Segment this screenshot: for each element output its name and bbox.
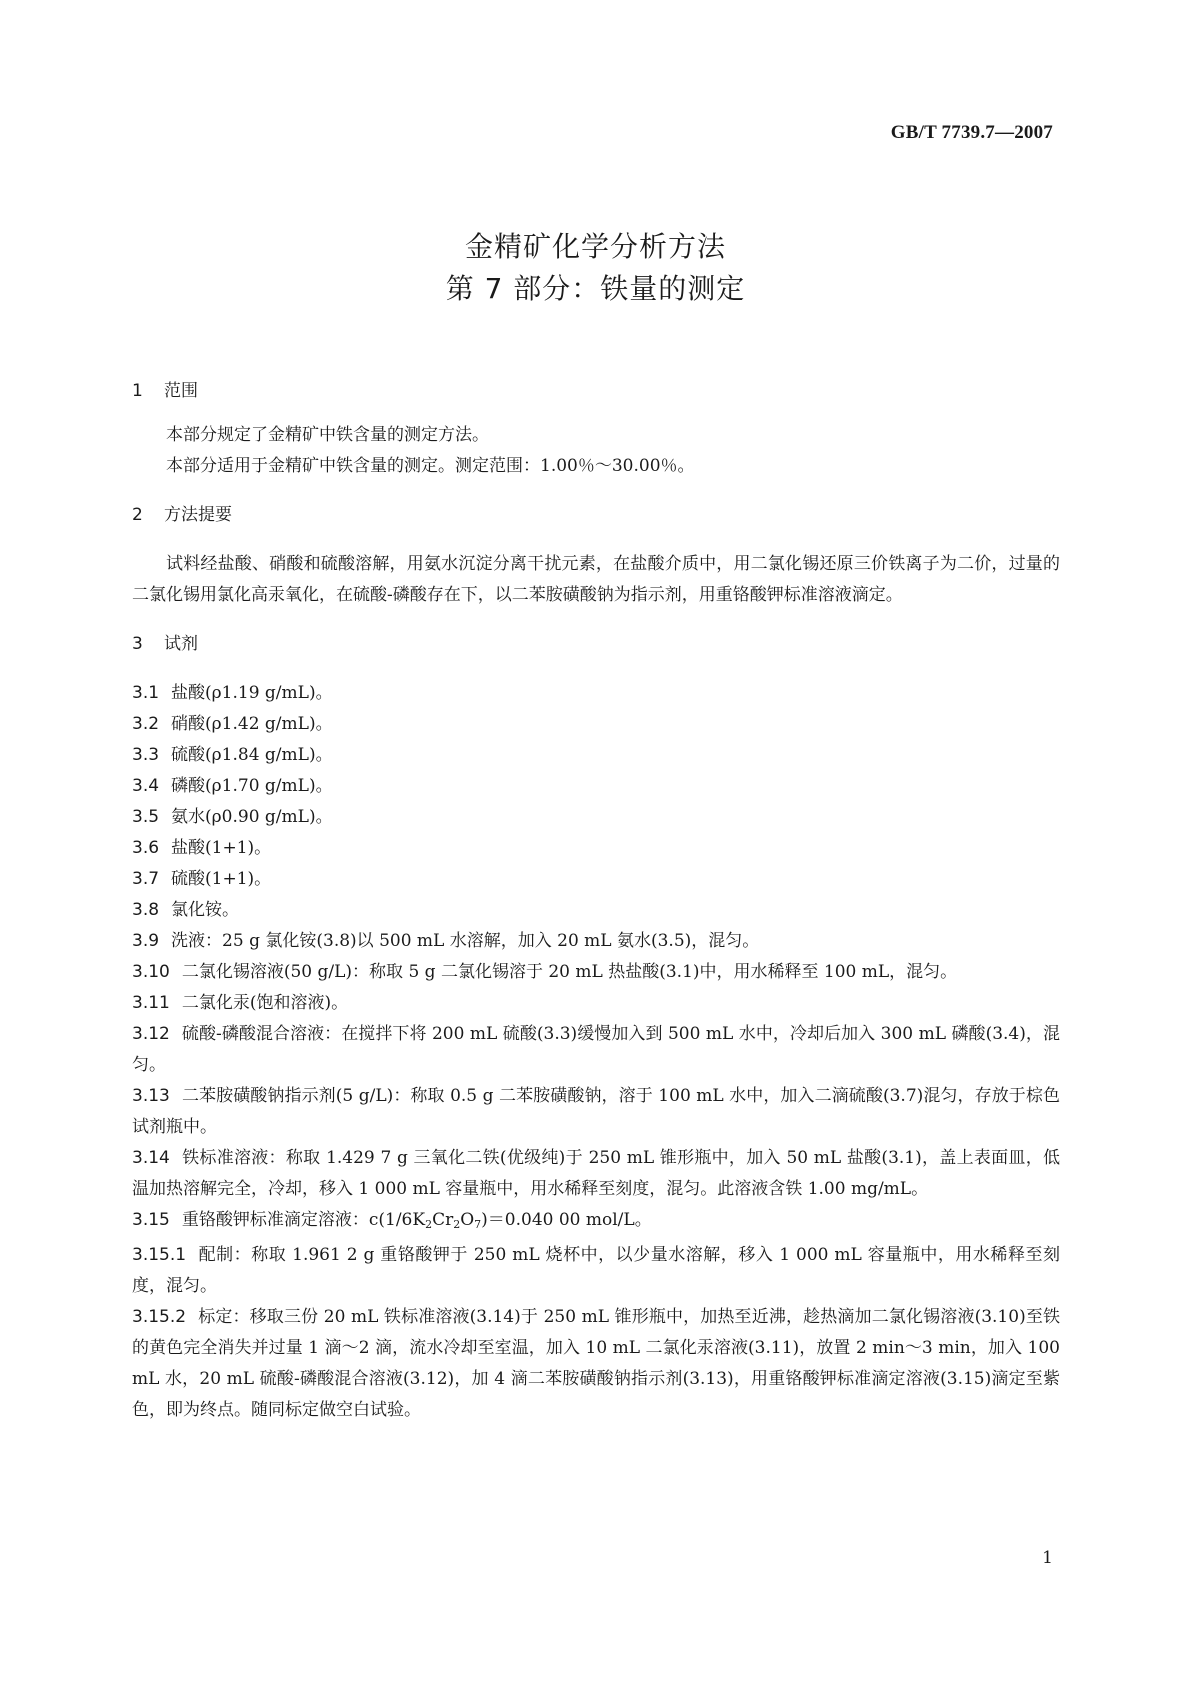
item-text-part: 重铬酸钾标准滴定溶液：c(1/6K <box>181 1210 426 1230</box>
item-text: 盐酸(1+1)。 <box>171 838 272 858</box>
reagent-item <box>132 740 1060 771</box>
item-text: 硫酸-磷酸混合溶液：在搅拌下将 200 mL 硫酸(3.3)缓慢加入到 500 mL 水中，冷却后加入 300 mL 磷酸(3.4)，混匀。 <box>132 1024 1060 1075</box>
item-number: 3.15.2 <box>132 1307 187 1327</box>
item-text: 硝酸(ρ1.42 g/mL)。 <box>171 714 333 734</box>
reagent-item <box>132 771 1060 802</box>
section-heading-scope <box>132 376 1060 407</box>
section-title: 范围 <box>164 381 198 401</box>
reagent-item <box>132 864 1060 895</box>
section-heading-reagents <box>132 629 1060 660</box>
reagent-item <box>132 1019 1060 1081</box>
reagent-item <box>132 926 1060 957</box>
item-number: 3.14 <box>132 1148 170 1168</box>
subscript: 2 <box>425 1218 433 1231</box>
reagent-item <box>132 678 1060 709</box>
item-text: 硫酸(1+1)。 <box>171 869 272 889</box>
item-text: 硫酸(ρ1.84 g/mL)。 <box>171 745 333 765</box>
reagent-item <box>132 988 1060 1019</box>
item-text: 二氯化汞(饱和溶液)。 <box>181 993 349 1013</box>
item-number: 3.15 <box>132 1210 170 1230</box>
reagent-item <box>132 709 1060 740</box>
item-number: 3.4 <box>132 776 160 796</box>
item-text: 盐酸(ρ1.19 g/mL)。 <box>171 683 333 703</box>
item-text: 磷酸(ρ1.70 g/mL)。 <box>171 776 333 796</box>
reagent-item-dichromate <box>132 1205 1060 1240</box>
item-number: 3.12 <box>132 1024 170 1044</box>
reagent-sub-item <box>132 1302 1060 1426</box>
item-number: 3.15.1 <box>132 1245 187 1265</box>
item-text: 铁标准溶液：称取 1.429 7 g 三氧化二铁(优级纯)于 250 mL 锥形瓶中，加入 50 mL 盐酸(3.1)，盖上表面皿，低温加热溶解完全，冷却，移入 1 000 mL 容量瓶中，用水稀释至刻度，混匀。此溶液含铁 1.00 mg/mL。 <box>132 1148 1060 1199</box>
item-text: 二苯胺磺酸钠指示剂(5 g/L)：称取 0.5 g 二苯胺磺酸钠，溶于 100 mL 水中，加入二滴硫酸(3.7)混匀，存放于棕色试剂瓶中。 <box>132 1086 1060 1137</box>
subscript: 7 <box>474 1218 482 1231</box>
reagent-sub-item <box>132 1240 1060 1302</box>
item-number: 3.3 <box>132 745 160 765</box>
item-text-part: )＝0.040 00 mol/L。 <box>481 1210 652 1230</box>
reagent-item <box>132 833 1060 864</box>
item-text: 氨水(ρ0.90 g/mL)。 <box>171 807 333 827</box>
section-number: 3 <box>132 634 143 654</box>
item-number: 3.6 <box>132 838 160 858</box>
reagent-item <box>132 957 1060 988</box>
item-number: 3.9 <box>132 931 160 951</box>
item-text: 配制：称取 1.961 2 g 重铬酸钾于 250 mL 烧杯中，以少量水溶解，移入 1 000 mL 容量瓶中，用水稀释至刻度，混匀。 <box>132 1245 1060 1296</box>
item-number: 3.5 <box>132 807 160 827</box>
reagent-item <box>132 1081 1060 1143</box>
item-text: 标定：移取三份 20 mL 铁标准溶液(3.14)于 250 mL 锥形瓶中，加热至近沸，趁热滴加二氯化锡溶液(3.10)至铁的黄色完全消失并过量 1 滴～2 滴，流水冷却至室温，加入 10 mL 二氯化汞溶液(3.11)，放置 2 min～3 min，加入 100 mL 水，20 mL 硫酸-磷酸混合溶液(3.12)，加 4 滴二苯胺磺酸钠指示剂(3.13)，用重铬酸钾标准滴定溶液(3.15)滴定至紫色，即为终点。随同标定做空白试验。 <box>132 1307 1060 1420</box>
item-number: 3.11 <box>132 993 170 1013</box>
item-number: 3.10 <box>132 962 170 982</box>
page-number: 1 <box>1042 1548 1053 1568</box>
title-line-2: 第 7 部分：铁量的测定 <box>445 272 746 305</box>
item-number: 3.8 <box>132 900 160 920</box>
subscript: 2 <box>453 1218 461 1231</box>
reagent-item <box>132 802 1060 833</box>
item-text-part: O <box>460 1210 475 1230</box>
title-line-1: 金精矿化学分析方法 <box>464 230 726 263</box>
paragraph: 本部分规定了金精矿中铁含量的测定方法。 <box>166 425 489 445</box>
item-text: 洗液：25 g 氯化铵(3.8)以 500 mL 水溶解，加入 20 mL 氨水(3.5)，混匀。 <box>171 931 760 951</box>
reagent-item <box>132 1143 1060 1205</box>
item-text-part: Cr <box>432 1210 454 1230</box>
section-number: 1 <box>132 381 143 401</box>
section-title: 方法提要 <box>164 505 232 525</box>
standard-code: GB/T 7739.7—2007 <box>890 122 1053 143</box>
item-text: 氯化铵。 <box>171 900 240 920</box>
paragraph: 试料经盐酸、硝酸和硫酸溶解，用氨水沉淀分离干扰元素，在盐酸介质中，用二氯化锡还原三价铁离子为二价，过量的二氯化锡用氯化高汞氧化，在硫酸-磷酸存在下，以二苯胺磺酸钠为指示剂，用重铬酸钾标准溶液滴定。 <box>132 554 1060 605</box>
paragraph: 本部分适用于金精矿中铁含量的测定。测定范围：1.00％～30.00％。 <box>166 456 695 476</box>
document-body <box>132 376 1060 1426</box>
reagent-item <box>132 895 1060 926</box>
section-number: 2 <box>132 505 143 525</box>
item-text: 二氯化锡溶液(50 g/L)：称取 5 g 二氯化锡溶于 20 mL 热盐酸(3.1)中，用水稀释至 100 mL，混匀。 <box>181 962 958 982</box>
section-heading-principle <box>132 500 1060 531</box>
item-number: 3.1 <box>132 683 160 703</box>
section-title: 试剂 <box>164 634 198 654</box>
item-number: 3.2 <box>132 714 160 734</box>
document-title <box>0 226 1191 310</box>
item-number: 3.7 <box>132 869 160 889</box>
item-number: 3.13 <box>132 1086 170 1106</box>
